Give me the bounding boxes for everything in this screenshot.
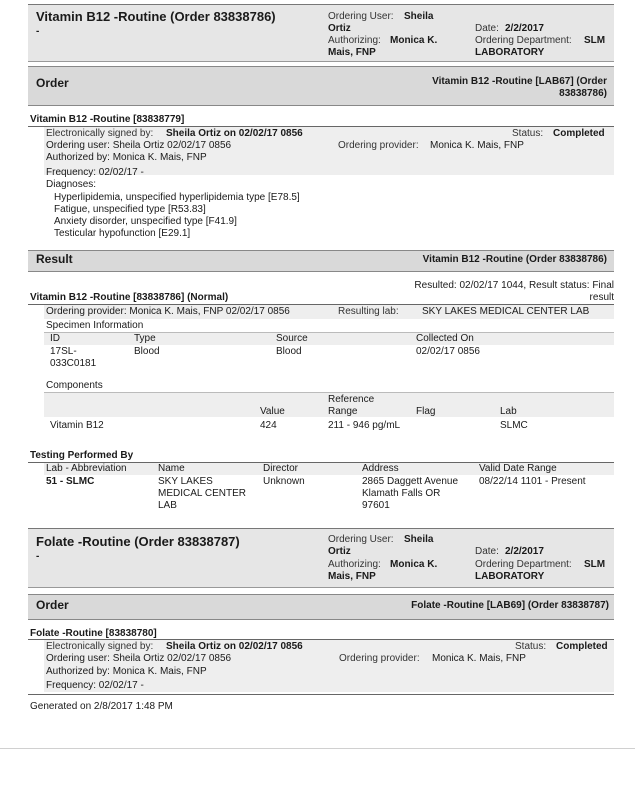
b12-order-bar-right-2: 83838786) bbox=[559, 88, 607, 99]
testing-lab-value: 51 - SLMC bbox=[46, 476, 95, 487]
folate-ordering-user-first: Sheila bbox=[404, 534, 434, 545]
folate-ordering-user-label: Ordering User: bbox=[328, 534, 394, 545]
folate-dept-line1: SLM bbox=[584, 559, 606, 570]
b12-date-label: Date: bbox=[475, 23, 499, 34]
result-heading: Vitamin B12 -Routine [83838786] (Normal) bbox=[30, 292, 229, 303]
divider bbox=[28, 694, 614, 695]
folate-status-label: Status: bbox=[515, 641, 547, 652]
b12-ordering-user-label: Ordering User: bbox=[328, 11, 394, 22]
specimen-header-shade bbox=[44, 333, 614, 345]
folate-signed-value: Sheila Ortiz on 02/02/17 0856 bbox=[166, 641, 303, 652]
b12-authorizing-last: Mais, FNP bbox=[328, 47, 376, 58]
specimen-type: Blood bbox=[134, 346, 160, 357]
component-range: 211 - 946 pg/mL bbox=[328, 420, 401, 431]
folate-authorizing-label: Authorizing: bbox=[328, 559, 381, 570]
comp-col-ref-1: Reference bbox=[328, 394, 375, 405]
component-name: Vitamin B12 bbox=[50, 420, 104, 431]
specimen-col-collected: Collected On bbox=[416, 333, 474, 344]
b12-order-title: Vitamin B12 -Routine (Order 83838786) bbox=[36, 9, 276, 24]
comp-col-flag: Flag bbox=[416, 406, 436, 417]
testing-address-line: 97601 bbox=[362, 500, 390, 511]
b12-ordering-user-last: Ortiz bbox=[328, 23, 351, 34]
folate-ordering-provider-value: Monica K. Mais, FNP bbox=[432, 653, 526, 664]
b12-dept-line2: LABORATORY bbox=[475, 47, 545, 58]
folate-ordering-provider-label: Ordering provider: bbox=[339, 653, 420, 664]
folate-authorizing-first: Monica K. bbox=[390, 559, 438, 570]
folate-frequency: Frequency: 02/02/17 - bbox=[46, 680, 144, 691]
folate-ordering-user: Ordering user: Sheila Ortiz 02/02/17 0856 bbox=[46, 653, 232, 664]
b12-order-bar-title: Order bbox=[36, 76, 69, 90]
folate-order-bar-right: Folate -Routine [LAB69] (Order 83838787) bbox=[411, 600, 609, 611]
testing-col-director: Director bbox=[263, 463, 299, 474]
components-label: Components bbox=[46, 380, 103, 391]
testing-address-line: Klamath Falls OR bbox=[362, 488, 441, 499]
result-bar-title: Result bbox=[36, 252, 73, 266]
specimen-col-type: Type bbox=[134, 333, 156, 344]
folate-date-value: 2/2/2017 bbox=[505, 546, 544, 557]
comp-col-value: Value bbox=[260, 406, 285, 417]
result-bar-right: Vitamin B12 -Routine (Order 83838786) bbox=[422, 254, 607, 265]
testing-name-line: SKY LAKES bbox=[158, 476, 213, 487]
folate-authorized-by: Authorized by: Monica K. Mais, FNP bbox=[46, 666, 207, 677]
folate-status-value: Completed bbox=[556, 641, 608, 652]
specimen-col-source: Source bbox=[276, 333, 308, 344]
testing-valid-value: 08/22/14 1101 - Present bbox=[479, 476, 586, 487]
diagnosis-item: Fatigue, unspecified type [R53.83] bbox=[54, 204, 206, 215]
result-ordering-provider: Ordering provider: Monica K. Mais, FNP 02/02/17 0856 bbox=[46, 306, 290, 317]
testing-col-address: Address bbox=[362, 463, 399, 474]
page-bottom-edge bbox=[0, 748, 635, 749]
testing-address-line: 2865 Daggett Avenue bbox=[362, 476, 459, 487]
comp-col-lab: Lab bbox=[500, 406, 517, 417]
b12-authorizing-first: Monica K. bbox=[390, 35, 438, 46]
b12-order-heading: Vitamin B12 -Routine [83838779] bbox=[30, 114, 185, 125]
folate-ordering-user-last: Ortiz bbox=[328, 546, 351, 557]
resulting-lab-value: SKY LAKES MEDICAL CENTER LAB bbox=[422, 306, 590, 317]
diagnosis-item: Anxiety disorder, unspecified type [F41.9] bbox=[54, 216, 237, 227]
specimen-source: Blood bbox=[276, 346, 302, 357]
specimen-id-line2: 033C0181 bbox=[50, 358, 97, 369]
folate-order-heading: Folate -Routine [83838780] bbox=[30, 628, 157, 639]
folate-dept-line2: LABORATORY bbox=[475, 571, 545, 582]
folate-signed-label: Electronically signed by: bbox=[46, 641, 154, 652]
b12-date-value: 2/2/2017 bbox=[505, 23, 544, 34]
component-value: 424 bbox=[260, 420, 277, 431]
b12-dept-line1: SLM bbox=[584, 35, 606, 46]
b12-authorizing-label: Authorizing: bbox=[328, 35, 381, 46]
specimen-col-id: ID bbox=[50, 333, 60, 344]
folate-order-title: Folate -Routine (Order 83838787) bbox=[36, 534, 240, 549]
b12-order-dash: - bbox=[36, 26, 40, 37]
comp-col-ref-2: Range bbox=[328, 406, 358, 417]
specimen-info-label: Specimen Information bbox=[46, 320, 144, 331]
resulted-line-1: Resulted: 02/02/17 1044, Result status: Final bbox=[414, 280, 614, 291]
component-lab: SLMC bbox=[500, 420, 528, 431]
testing-name-line: MEDICAL CENTER bbox=[158, 488, 246, 499]
folate-authorizing-last: Mais, FNP bbox=[328, 571, 376, 582]
specimen-collected: 02/02/17 0856 bbox=[416, 346, 480, 357]
b12-status-label: Status: bbox=[512, 128, 544, 139]
b12-authorized-by: Authorized by: Monica K. Mais, FNP bbox=[46, 152, 207, 163]
b12-diagnoses-label: Diagnoses: bbox=[46, 179, 97, 190]
folate-order-dash: - bbox=[36, 551, 40, 562]
resulting-lab-label: Resulting lab: bbox=[338, 306, 399, 317]
b12-ordering-provider-value: Monica K. Mais, FNP bbox=[430, 140, 524, 151]
b12-frequency: Frequency: 02/02/17 - bbox=[46, 167, 144, 178]
testing-name-line: LAB bbox=[158, 500, 177, 511]
testing-col-name: Name bbox=[158, 463, 185, 474]
testing-col-valid: Valid Date Range bbox=[479, 463, 557, 474]
folate-date-label: Date: bbox=[475, 546, 499, 557]
b12-signed-value: Sheila Ortiz on 02/02/17 0856 bbox=[166, 128, 303, 139]
b12-ordering-provider-label: Ordering provider: bbox=[338, 140, 419, 151]
b12-dept-label: Ordering Department: bbox=[475, 35, 572, 46]
b12-signed-label: Electronically signed by: bbox=[46, 128, 154, 139]
folate-dept-label: Ordering Department: bbox=[475, 559, 572, 570]
b12-ordering-user-first: Sheila bbox=[404, 11, 434, 22]
testing-director-value: Unknown bbox=[263, 476, 305, 487]
b12-status-value: Completed bbox=[553, 128, 605, 139]
resulted-line-2: result bbox=[589, 292, 614, 303]
b12-order-bar-right-1: Vitamin B12 -Routine [LAB67] (Order bbox=[432, 76, 607, 87]
b12-ordering-user: Ordering user: Sheila Ortiz 02/02/17 0856 bbox=[46, 140, 232, 151]
testing-col-lab: Lab - Abbreviation bbox=[46, 463, 127, 474]
generated-on: Generated on 2/8/2017 1:48 PM bbox=[30, 701, 173, 712]
folate-order-bar-title: Order bbox=[36, 598, 69, 612]
testing-heading: Testing Performed By bbox=[30, 450, 134, 461]
diagnosis-item: Testicular hypofunction [E29.1] bbox=[54, 228, 191, 239]
specimen-id-line1: 17SL- bbox=[50, 346, 77, 357]
diagnosis-item: Hyperlipidemia, unspecified hyperlipidemia type [E78.5] bbox=[54, 192, 300, 203]
